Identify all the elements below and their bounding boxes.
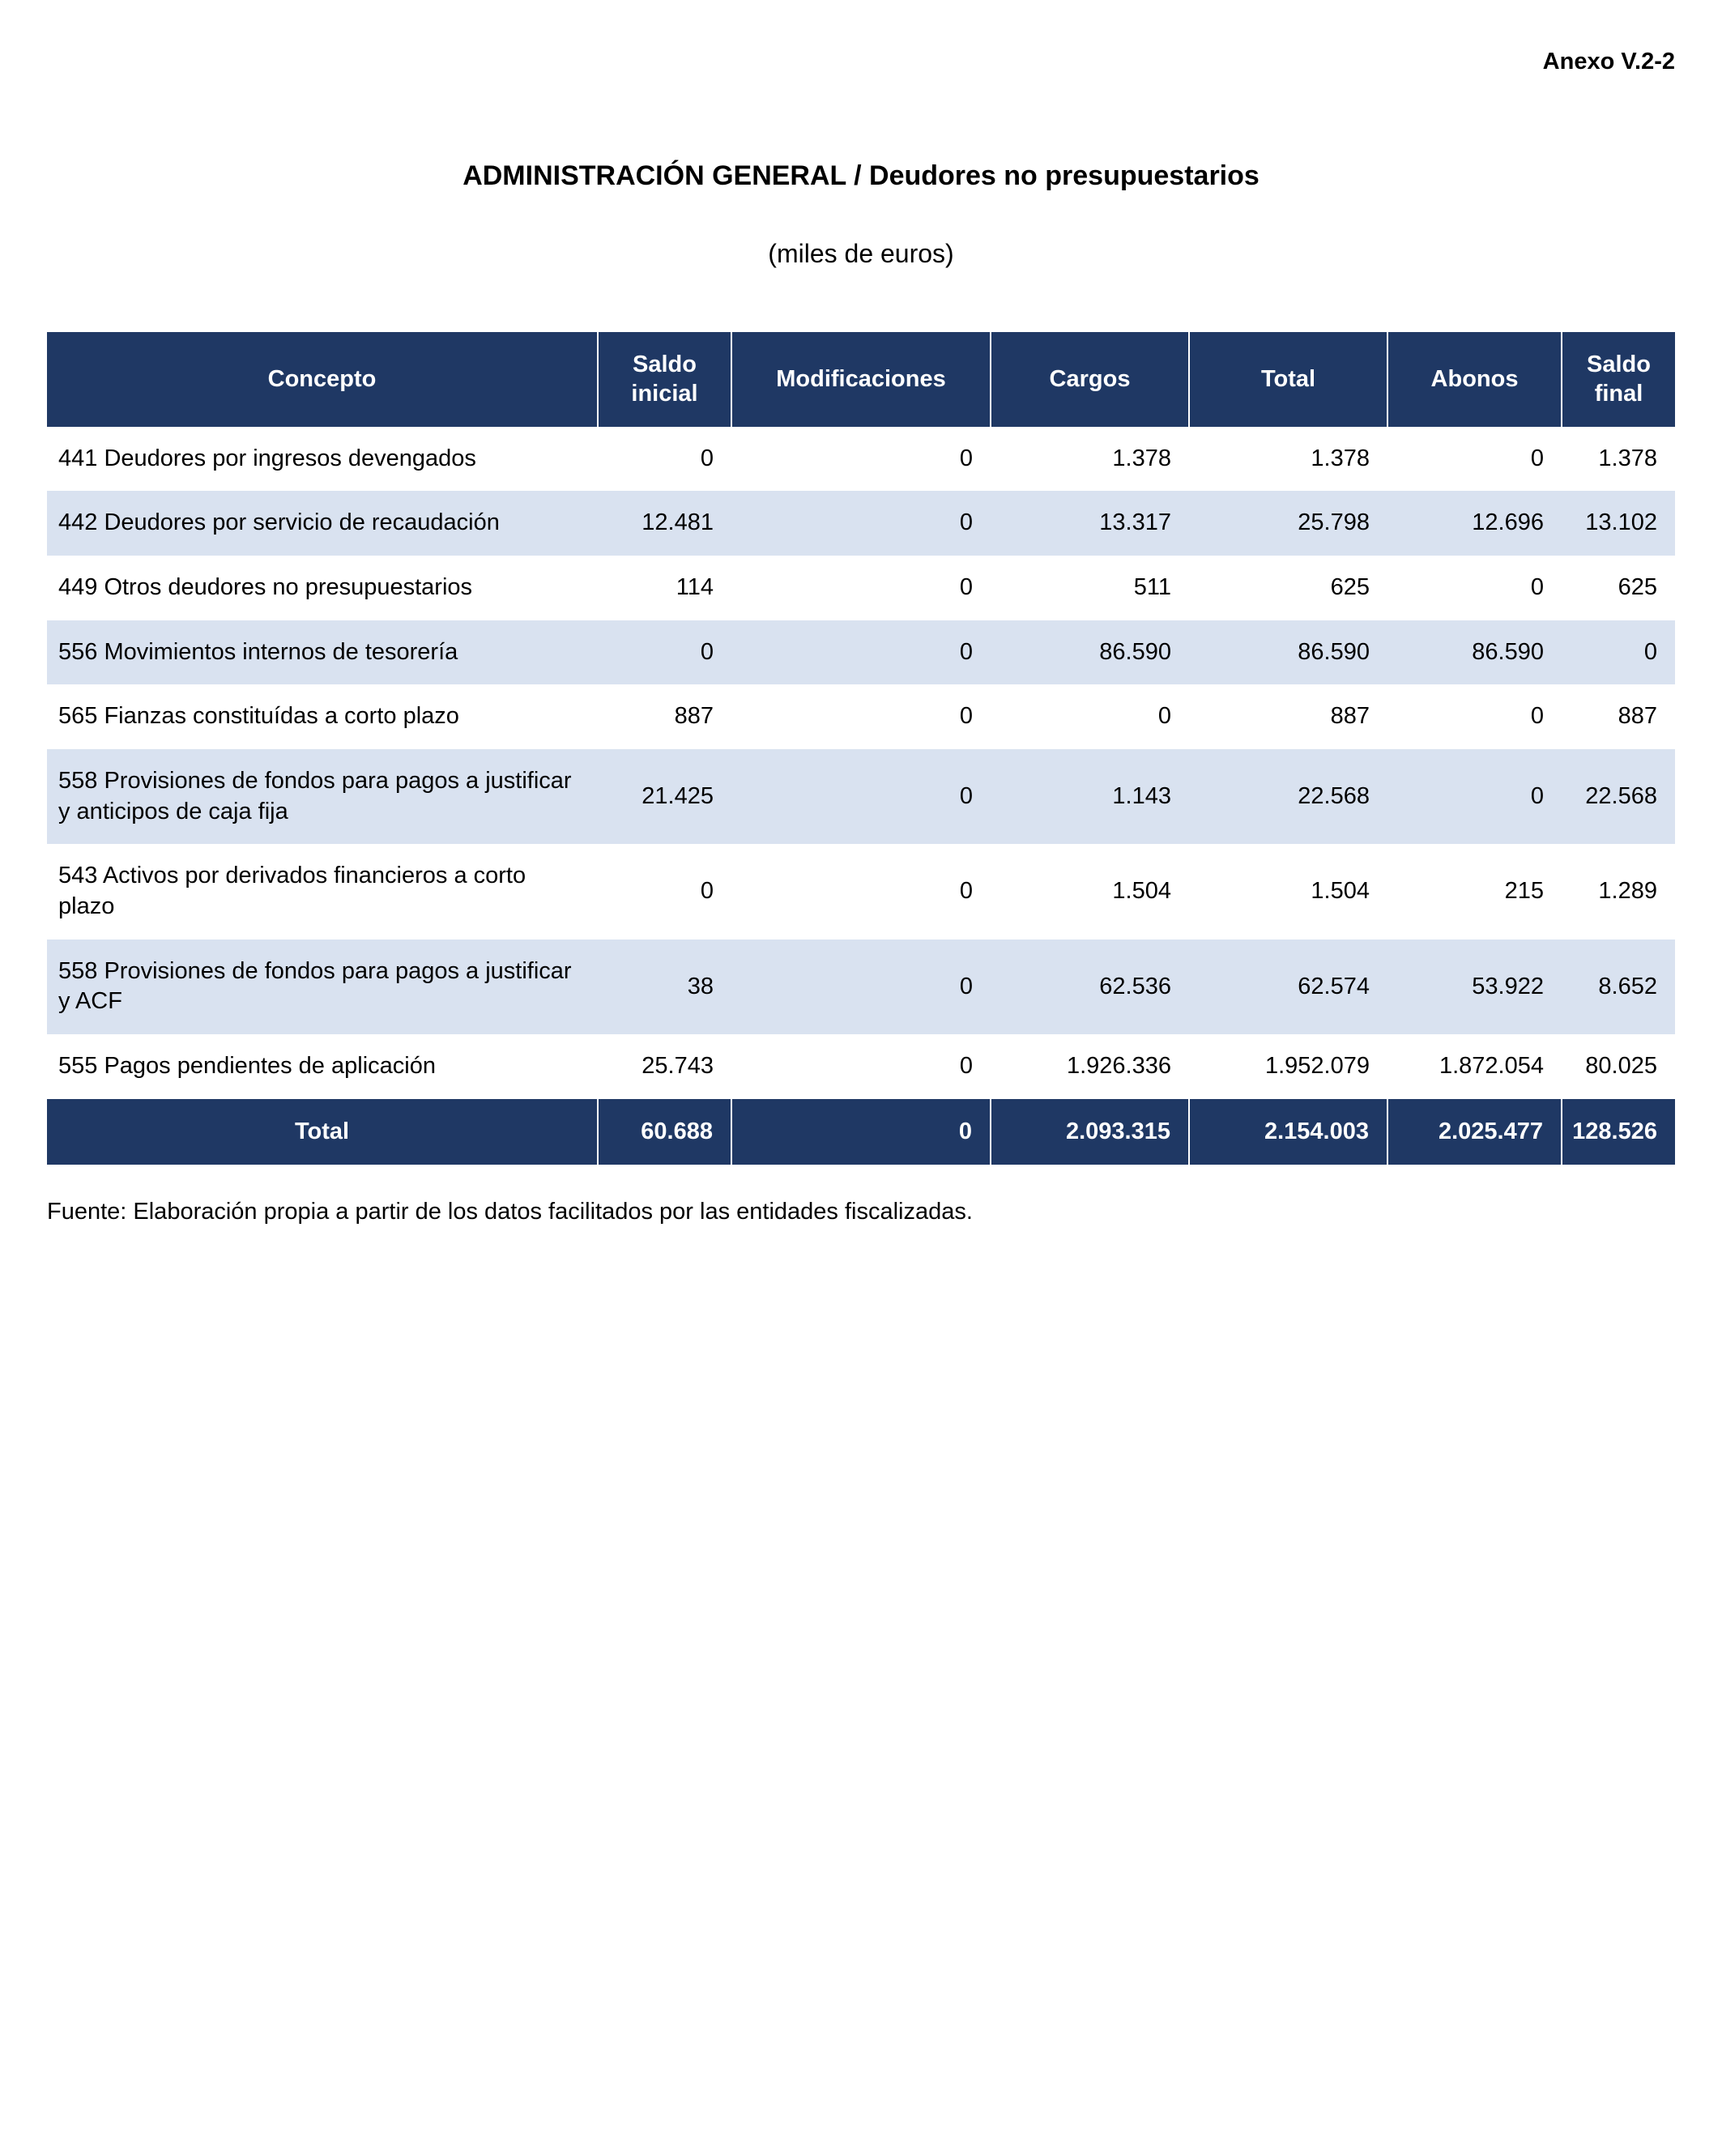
header-cell-total: Total bbox=[1189, 332, 1387, 427]
header-cell-saldo-final: Saldo final bbox=[1562, 332, 1675, 427]
value-cell: 0 bbox=[959, 509, 973, 536]
table-header-row bbox=[47, 332, 1675, 427]
table-row bbox=[47, 749, 1675, 844]
value-cell: 1.952.079 bbox=[1264, 1053, 1370, 1080]
value-cell: 625 bbox=[1330, 573, 1370, 600]
value-cell: 887 bbox=[1330, 703, 1370, 730]
value-cell: 0 bbox=[959, 973, 973, 999]
value-cell: 0 bbox=[959, 638, 973, 665]
value-cell: 511 bbox=[1133, 573, 1171, 600]
value-cell: 1.926.336 bbox=[1066, 1053, 1171, 1080]
table-row bbox=[47, 844, 1675, 939]
annex-label: Anexo V.2-2 bbox=[1542, 49, 1675, 75]
value-cell: 12.696 bbox=[1472, 509, 1544, 536]
table-total-row bbox=[47, 1099, 1675, 1165]
value-cell: 12.481 bbox=[641, 509, 714, 536]
value-cell: 0 bbox=[700, 878, 714, 905]
page-subtitle: (miles de euros) bbox=[768, 239, 954, 268]
page-title: ADMINISTRACIÓN GENERAL / Deudores no presupuestarios bbox=[462, 160, 1260, 191]
header-cell-concepto: Concepto bbox=[47, 332, 598, 427]
value-cell: 22.568 bbox=[1298, 782, 1370, 809]
concept-cell: 543 Activos por derivados financieros a corto plazo bbox=[58, 863, 526, 919]
table-row bbox=[47, 427, 1675, 492]
total-label: Total bbox=[47, 1099, 598, 1165]
value-cell: 0 bbox=[1530, 573, 1544, 600]
value-cell: 62.536 bbox=[1099, 973, 1171, 999]
header-cell-saldo-inicial: Saldo inicial bbox=[598, 332, 731, 427]
value-cell: 0 bbox=[1643, 638, 1657, 665]
concept-cell: 449 Otros deudores no presupuestarios bbox=[58, 573, 473, 600]
table-footer bbox=[47, 1099, 1675, 1165]
data-table bbox=[47, 332, 1675, 1165]
value-cell: 215 bbox=[1504, 878, 1544, 905]
value-cell: 1.504 bbox=[1112, 878, 1171, 905]
table-row bbox=[47, 620, 1675, 685]
value-cell: 0 bbox=[1530, 782, 1544, 809]
value-cell: 1.378 bbox=[1112, 445, 1171, 471]
concept-cell: 441 Deudores por ingresos devengados bbox=[58, 445, 476, 471]
value-cell: 0 bbox=[959, 445, 973, 471]
value-cell: 86.590 bbox=[1472, 638, 1544, 665]
value-cell: 80.025 bbox=[1585, 1053, 1657, 1080]
value-cell: 86.590 bbox=[1298, 638, 1370, 665]
table-row bbox=[47, 684, 1675, 749]
value-cell: 25.743 bbox=[641, 1053, 714, 1080]
concept-cell: 565 Fianzas constituídas a corto plazo bbox=[58, 703, 459, 730]
concept-cell: 556 Movimientos internos de tesorería bbox=[58, 638, 458, 665]
concept-cell: 555 Pagos pendientes de aplicación bbox=[58, 1053, 436, 1080]
value-cell: 1.289 bbox=[1598, 878, 1657, 905]
value-cell: 0 bbox=[1530, 445, 1544, 471]
header-cell-abonos: Abonos bbox=[1387, 332, 1562, 427]
value-cell: 13.102 bbox=[1585, 509, 1657, 536]
value-cell: 53.922 bbox=[1472, 973, 1544, 999]
table-body bbox=[47, 427, 1675, 1099]
value-cell: 25.798 bbox=[1298, 509, 1370, 536]
value-cell: 0 bbox=[959, 782, 973, 809]
table-header bbox=[47, 332, 1675, 427]
value-cell: 0 bbox=[700, 638, 714, 665]
value-cell: 1.872.054 bbox=[1439, 1053, 1544, 1080]
value-cell: 1.378 bbox=[1311, 445, 1370, 471]
value-cell: 887 bbox=[1618, 703, 1657, 730]
table-row bbox=[47, 1034, 1675, 1099]
value-cell: 1.143 bbox=[1112, 782, 1171, 809]
value-cell: 8.652 bbox=[1598, 973, 1657, 999]
value-cell: 0 bbox=[1157, 703, 1171, 730]
source-note: Fuente: Elaboración propia a partir de los datos facilitados por las entidades fiscalizadas. bbox=[47, 1198, 973, 1225]
value-cell: 0 bbox=[959, 1053, 973, 1080]
value-cell: 86.590 bbox=[1099, 638, 1171, 665]
total-value-cell: 2.154.003 bbox=[1189, 1099, 1387, 1165]
concept-cell: 558 Provisiones de fondos para pagos a justificar y anticipos de caja fija bbox=[58, 767, 572, 824]
total-value-cell: 60.688 bbox=[598, 1099, 731, 1165]
total-value-cell: 128.526 bbox=[1562, 1099, 1675, 1165]
value-cell: 625 bbox=[1618, 573, 1657, 600]
header-cell-modificaciones: Modificaciones bbox=[731, 332, 991, 427]
value-cell: 0 bbox=[959, 703, 973, 730]
value-cell: 0 bbox=[700, 445, 714, 471]
value-cell: 887 bbox=[674, 703, 714, 730]
total-value-cell: 0 bbox=[731, 1099, 991, 1165]
value-cell: 0 bbox=[959, 573, 973, 600]
table-row bbox=[47, 491, 1675, 556]
value-cell: 1.378 bbox=[1598, 445, 1657, 471]
value-cell: 13.317 bbox=[1099, 509, 1171, 536]
value-cell: 22.568 bbox=[1585, 782, 1657, 809]
table-row bbox=[47, 940, 1675, 1034]
header-cell-cargos: Cargos bbox=[991, 332, 1189, 427]
value-cell: 38 bbox=[687, 973, 714, 999]
value-cell: 21.425 bbox=[641, 782, 714, 809]
total-value-cell: 2.025.477 bbox=[1387, 1099, 1562, 1165]
value-cell: 62.574 bbox=[1298, 973, 1370, 999]
value-cell: 114 bbox=[676, 573, 714, 600]
table-row bbox=[47, 556, 1675, 620]
concept-cell: 558 Provisiones de fondos para pagos a justificar y ACF bbox=[58, 957, 572, 1015]
value-cell: 1.504 bbox=[1311, 878, 1370, 905]
concept-cell: 442 Deudores por servicio de recaudación bbox=[58, 509, 500, 536]
value-cell: 0 bbox=[959, 878, 973, 905]
value-cell: 0 bbox=[1530, 703, 1544, 730]
total-value-cell: 2.093.315 bbox=[991, 1099, 1189, 1165]
